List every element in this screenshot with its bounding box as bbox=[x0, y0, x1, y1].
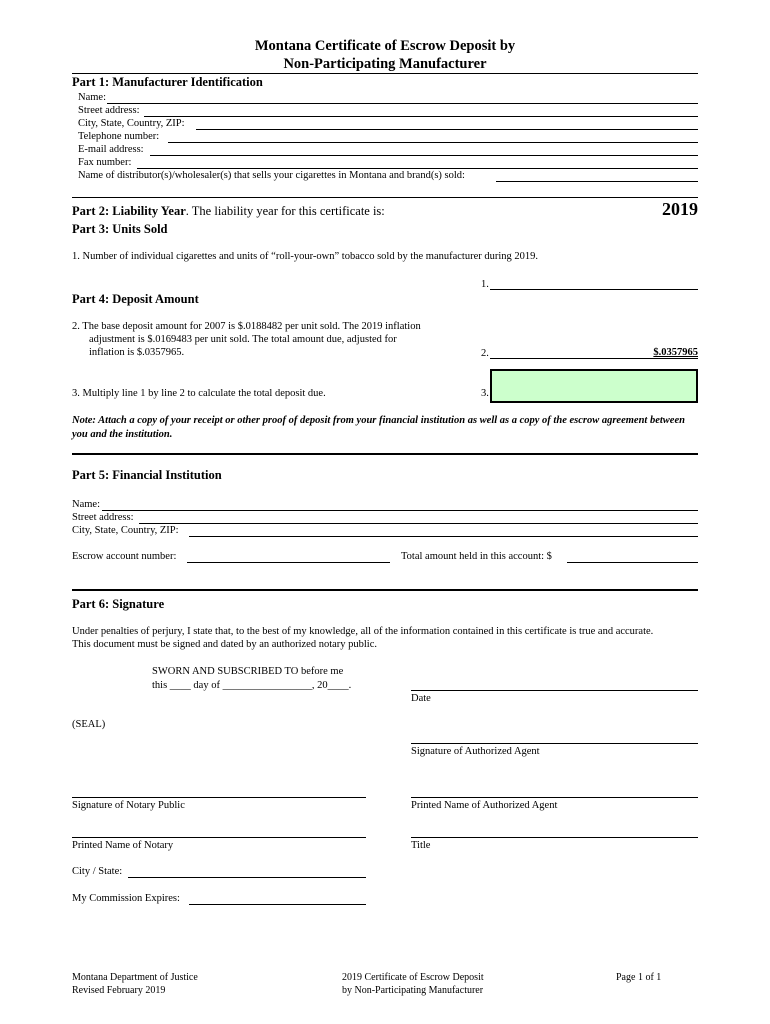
p1-distributor-label: Name of distributor(s)/wholesaler(s) that sells your cigarettes in Montana and brand(s) sold: bbox=[78, 170, 465, 181]
agent-printed-name-label: Printed Name of Authorized Agent bbox=[411, 800, 558, 811]
escrow-account-field[interactable] bbox=[187, 562, 390, 563]
line3-label: 3. bbox=[481, 388, 489, 399]
notary-printed-name-field[interactable] bbox=[72, 837, 366, 838]
part2-text: . The liability year for this certificate is: bbox=[185, 204, 385, 218]
p1-distributor-field[interactable] bbox=[496, 181, 698, 182]
p1-city-label: City, State, Country, ZIP: bbox=[78, 118, 185, 129]
city-state-label: City / State: bbox=[72, 866, 123, 877]
date-label: Date bbox=[411, 693, 431, 704]
city-state-field[interactable] bbox=[128, 877, 366, 878]
seal-label: (SEAL) bbox=[72, 719, 106, 730]
part2-heading: Part 2: Liability Year bbox=[72, 204, 186, 218]
footer-revised: Revised February 2019 bbox=[72, 985, 166, 996]
part6-heading: Part 6: Signature bbox=[72, 597, 165, 611]
part5-heading: Part 5: Financial Institution bbox=[72, 468, 222, 482]
footer-form-name-1: 2019 Certificate of Escrow Deposit bbox=[342, 972, 484, 983]
p5-street-label: Street address: bbox=[72, 512, 134, 523]
date-field[interactable] bbox=[411, 690, 698, 691]
p1-name-label: Name: bbox=[78, 92, 106, 103]
part3-heading: Part 3: Units Sold bbox=[72, 222, 168, 236]
sworn-line2: this ____ day of _________________, 20____. bbox=[152, 680, 352, 691]
total-deposit-input[interactable] bbox=[490, 369, 698, 403]
line1-label: 1. bbox=[481, 279, 489, 290]
agent-signature-field[interactable] bbox=[411, 743, 698, 744]
footer-agency: Montana Department of Justice bbox=[72, 972, 198, 983]
p1-email-label: E-mail address: bbox=[78, 144, 144, 155]
commission-field[interactable] bbox=[189, 904, 366, 905]
notary-requirement: This document must be signed and dated by an authorized notary public. bbox=[72, 639, 378, 650]
sworn-line1: SWORN AND SUBSCRIBED TO before me bbox=[152, 666, 344, 677]
part4-heading: Part 4: Deposit Amount bbox=[72, 292, 199, 306]
line3-description: 3. Multiply line 1 by line 2 to calculate the total deposit due. bbox=[72, 388, 326, 399]
p1-phone-field[interactable] bbox=[168, 142, 698, 143]
title-field[interactable] bbox=[411, 837, 698, 838]
agent-printed-name-field[interactable] bbox=[411, 797, 698, 798]
p1-name-field[interactable] bbox=[107, 103, 698, 104]
footer-form-name-2: by Non-Participating Manufacturer bbox=[342, 985, 484, 996]
p5-city-label: City, State, Country, ZIP: bbox=[72, 525, 179, 536]
line1-units-field[interactable] bbox=[490, 289, 698, 290]
footer-page-number: Page 1 of 1 bbox=[616, 972, 662, 983]
form-title-line2: Non-Participating Manufacturer bbox=[283, 56, 487, 72]
part1-heading: Part 1: Manufacturer Identification bbox=[72, 75, 263, 89]
form-title-line1: Montana Certificate of Escrow Deposit by bbox=[254, 38, 516, 54]
line2-label: 2. bbox=[481, 348, 489, 359]
title-rule bbox=[72, 73, 698, 74]
notary-signature-field[interactable] bbox=[72, 797, 366, 798]
p5-street-field[interactable] bbox=[139, 523, 698, 524]
line2-field bbox=[490, 358, 698, 359]
part1-bottom-rule bbox=[72, 197, 698, 198]
p5-name-label: Name: bbox=[72, 499, 100, 510]
part2-row bbox=[72, 204, 385, 219]
escrow-account-label: Escrow account number: bbox=[72, 551, 177, 562]
p5-city-field[interactable] bbox=[189, 536, 698, 537]
line1-description: 1. Number of individual cigarettes and units of “roll-your-own” tobacco sold by the manufacturer during 2019. bbox=[72, 251, 539, 262]
line2-desc-c: inflation is $.0357965. bbox=[89, 347, 185, 358]
total-held-label: Total amount held in this account: $ bbox=[401, 551, 552, 562]
attachment-note: Note: Attach a copy of your receipt or other proof of deposit from your financial institution as well as a copy of the escrow agreement between you and the institution. bbox=[72, 415, 685, 440]
p1-fax-label: Fax number: bbox=[78, 157, 132, 168]
part5-bottom-rule bbox=[72, 589, 698, 591]
perjury-statement: Under penalties of perjury, I state that, to the best of my knowledge, all of the information contained in this certificate is true and accurate. bbox=[72, 626, 654, 637]
p1-email-field[interactable] bbox=[150, 155, 698, 156]
agent-signature-label: Signature of Authorized Agent bbox=[411, 746, 540, 757]
p1-street-field[interactable] bbox=[144, 116, 698, 117]
line2-desc-a: 2. The base deposit amount for 2007 is $.0188482 per unit sold. The 2019 inflation bbox=[72, 321, 421, 332]
p5-name-field[interactable] bbox=[102, 510, 698, 511]
p1-fax-field[interactable] bbox=[137, 168, 698, 169]
notary-printed-name-label: Printed Name of Notary bbox=[72, 840, 174, 851]
title-label: Title bbox=[411, 840, 431, 851]
p1-city-field[interactable] bbox=[196, 129, 698, 130]
p1-phone-label: Telephone number: bbox=[78, 131, 160, 142]
line2-rate-value: $.0357965 bbox=[653, 347, 698, 358]
commission-label: My Commission Expires: bbox=[72, 893, 180, 904]
total-held-field[interactable] bbox=[567, 562, 698, 563]
liability-year: 2019 bbox=[662, 199, 698, 219]
p1-street-label: Street address: bbox=[78, 105, 140, 116]
part4-bottom-rule bbox=[72, 453, 698, 455]
notary-signature-label: Signature of Notary Public bbox=[72, 800, 185, 811]
line2-desc-b: adjustment is $.0169483 per unit sold. The total amount due, adjusted for bbox=[89, 334, 397, 345]
